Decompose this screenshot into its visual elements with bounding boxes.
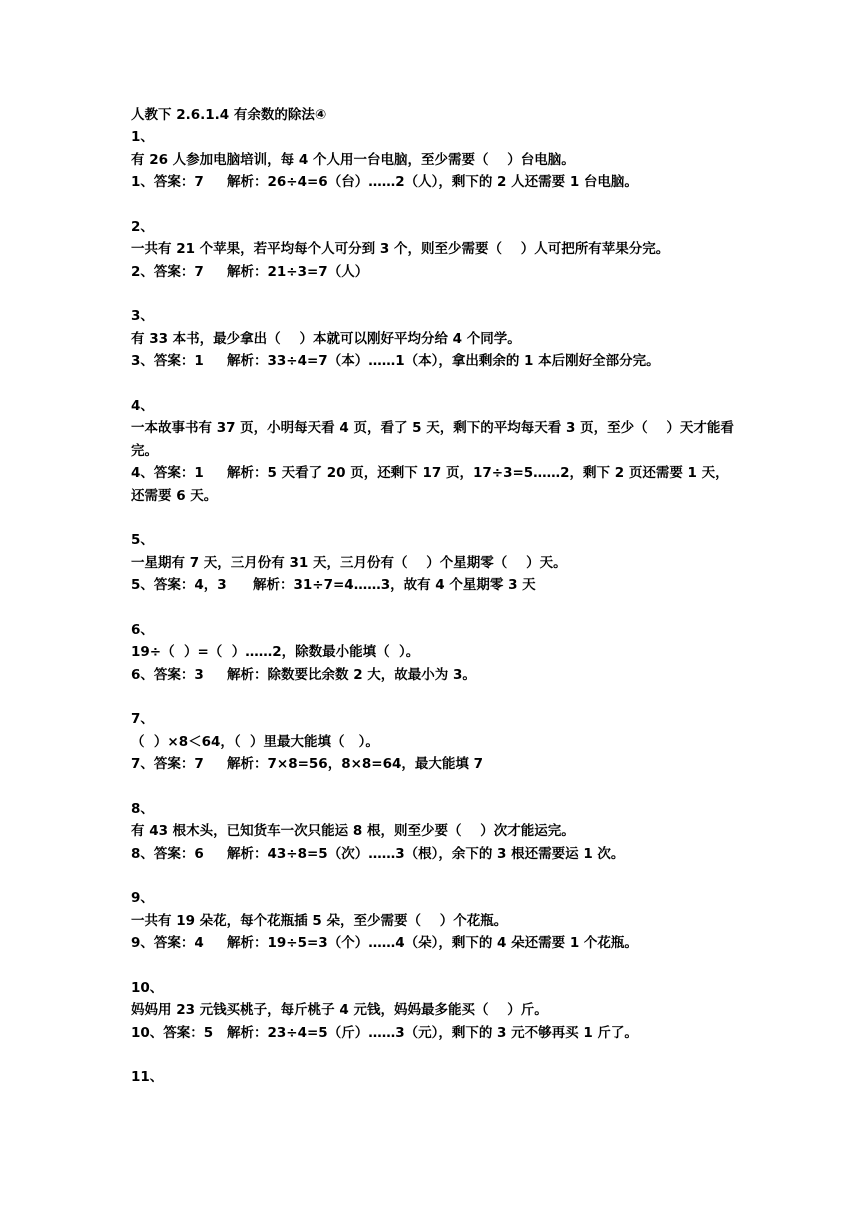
question-11 xyxy=(131,1066,741,1089)
question-8 xyxy=(131,798,741,866)
question-2 xyxy=(131,216,741,284)
answer-label: 9、答案：4 xyxy=(131,935,204,951)
question-text: 有 26 人参加电脑培训，每 4 个人用一台电脑，至少需要（ ）台电脑。 xyxy=(131,151,575,168)
question-6 xyxy=(131,619,741,687)
question-4 xyxy=(131,395,741,508)
question-9 xyxy=(131,887,741,955)
answer-label: 1、答案：7 xyxy=(131,174,204,190)
question-number: 8、 xyxy=(131,800,154,817)
question-text: 有 33 本书，最少拿出（ ）本就可以刚好平均分给 4 个同学。 xyxy=(131,330,521,347)
answer-label: 2、答案：7 xyxy=(131,263,204,280)
answer-analysis: 解析：43÷8=5（次）……3（根），余下的 3 根还需要运 1 次。 xyxy=(227,845,625,862)
question-number: 1、 xyxy=(131,129,154,145)
answer-label: 4、答案：1 xyxy=(131,465,204,481)
question-number: 4、 xyxy=(131,397,154,414)
answer-label: 7、答案：7 xyxy=(131,756,204,772)
question-text: 一星期有 7 天，三月份有 31 天，三月份有（ ）个星期零（ ）天。 xyxy=(131,554,567,571)
question-answer xyxy=(131,462,741,507)
question-text: 一共有 21 个苹果，若平均每个人可分到 3 个，则至少需要（ ）人可把所有苹果分完。 xyxy=(131,241,670,257)
question-7 xyxy=(131,708,741,776)
question-answer xyxy=(131,171,741,194)
question-answer xyxy=(131,664,741,687)
question-answer xyxy=(131,1022,741,1045)
question-text: 有 43 根木头，已知货车一次只能运 8 根，则至少要（ ）次才能运完。 xyxy=(131,823,575,839)
answer-label: 8、答案：6 xyxy=(131,845,204,862)
answer-analysis: 解析：7×8=56，8×8=64，最大能填 7 xyxy=(227,756,483,772)
answer-analysis: 解析：19÷5=3（个）……4（朵），剩下的 4 朵还需要 1 个花瓶。 xyxy=(227,935,638,951)
question-3 xyxy=(131,305,741,373)
question-answer xyxy=(131,574,741,597)
question-text: 19÷（ ）=（ ）……2，除数最小能填（ ）。 xyxy=(131,644,420,660)
question-answer xyxy=(131,932,741,955)
question-number: 5、 xyxy=(131,532,154,548)
question-1 xyxy=(131,126,741,194)
question-number: 6、 xyxy=(131,621,154,638)
question-number: 9、 xyxy=(131,890,154,906)
answer-label: 6、答案：3 xyxy=(131,666,204,683)
answer-analysis: 解析：26÷4=6（台）……2（人），剩下的 2 人还需要 1 台电脑。 xyxy=(227,174,638,190)
question-number: 2、 xyxy=(131,218,154,235)
question-number: 10、 xyxy=(131,979,164,996)
answer-analysis: 解析：23÷4=5（斤）……3（元），剩下的 3 元不够再买 1 斤了。 xyxy=(227,1024,638,1041)
answer-analysis: 解析：除数要比余数 2 大，故最小为 3。 xyxy=(227,666,476,683)
question-number: 7、 xyxy=(131,711,154,727)
question-answer xyxy=(131,261,741,284)
answer-label: 3、答案：1 xyxy=(131,353,204,369)
answer-analysis: 解析：31÷7=4……3，故有 4 个星期零 3 天 xyxy=(253,577,536,593)
answer-label: 10、答案：5 xyxy=(131,1024,214,1041)
answer-label: 5、答案：4，3 xyxy=(131,577,227,593)
question-text: 一共有 19 朵花，每个花瓶插 5 朵，至少需要（ ）个花瓶。 xyxy=(131,912,508,929)
question-answer xyxy=(131,753,741,776)
question-5 xyxy=(131,529,741,597)
question-number: 11、 xyxy=(131,1069,164,1085)
answer-analysis: 解析：5 天看了 20 页，还剩下 17 页，17÷3=5……2，剩下 2 页还需要 1 天，还需要 6 天。 xyxy=(131,465,729,504)
question-10 xyxy=(131,977,741,1045)
document-title: 人教下 2.6.1.4 有余数的除法④ xyxy=(131,107,327,123)
question-text: 妈妈用 23 元钱买桃子，每斤桃子 4 元钱，妈妈最多能买（ ）斤。 xyxy=(131,1002,548,1018)
question-answer xyxy=(131,843,741,866)
answer-analysis: 解析：21÷3=7（人） xyxy=(227,263,369,280)
question-answer xyxy=(131,350,741,373)
question-text: 一本故事书有 37 页，小明每天看 4 页，看了 5 天，剩下的平均每天看 3 页，至少（ ）天才能看完。 xyxy=(131,420,734,459)
question-number: 3、 xyxy=(131,308,154,324)
answer-analysis: 解析：33÷4=7（本）……1（本），拿出剩余的 1 本后刚好全部分完。 xyxy=(227,353,660,369)
document-page xyxy=(131,104,741,1111)
question-text: （ ）×8＜64，（ ）里最大能填（ ）。 xyxy=(131,733,379,750)
